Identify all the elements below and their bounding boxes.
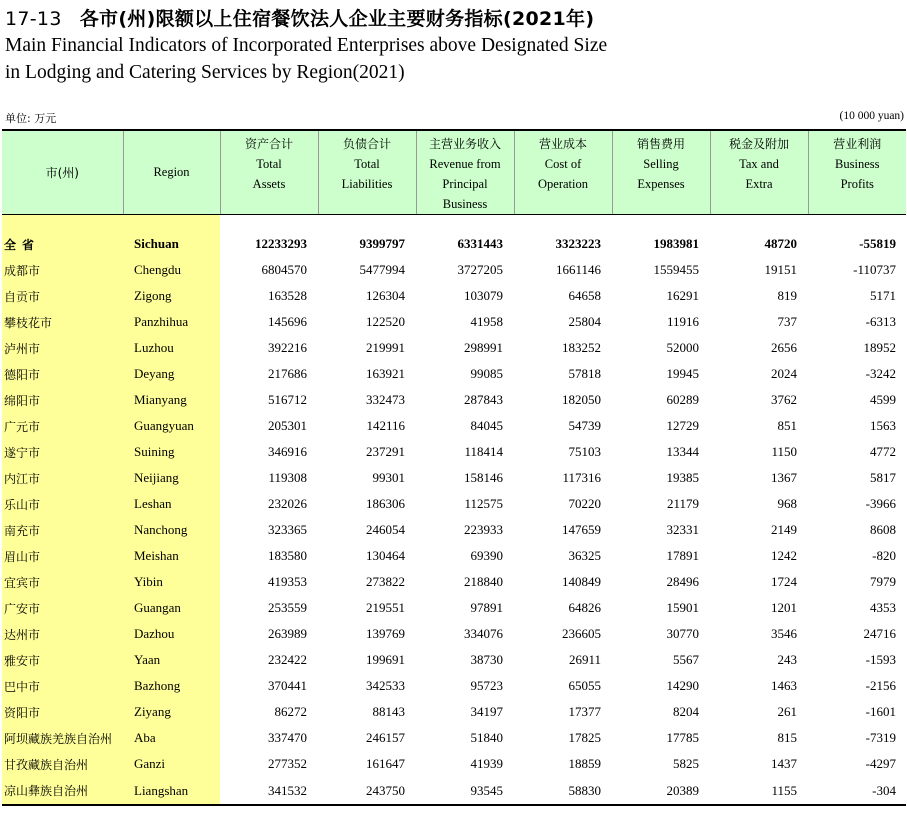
value-cell: 12729 xyxy=(666,418,699,433)
value-cell: 112575 xyxy=(464,496,503,511)
table-row xyxy=(2,751,906,777)
table-row xyxy=(2,361,906,387)
region-name-en: Aba xyxy=(123,725,220,751)
value-cell: 815 xyxy=(777,730,797,745)
value-cell: 64826 xyxy=(568,600,601,615)
unit-label-chinese: 单位: 万元 xyxy=(5,112,57,125)
table-row xyxy=(2,725,906,751)
value-cell: 32331 xyxy=(666,522,699,537)
value-cell: 86272 xyxy=(274,704,307,719)
value-cell: 20389 xyxy=(612,777,710,805)
value-cell: 17891 xyxy=(666,548,699,563)
value-cell: 237291 xyxy=(366,444,405,459)
region-name-cn: 资阳市 xyxy=(2,699,123,725)
value-cell: 25804 xyxy=(568,314,601,329)
region-name-en: Chengdu xyxy=(123,257,220,283)
table-row xyxy=(2,647,906,673)
table-row xyxy=(2,283,906,309)
region-name-en: Ziyang xyxy=(123,699,220,725)
value-cell: 52000 xyxy=(666,340,699,355)
value-cell: 246054 xyxy=(366,522,405,537)
region-name-cn: 巴中市 xyxy=(2,673,123,699)
value-cell: 9399797 xyxy=(359,236,405,251)
header-cost-of-operation: 营业成本 Cost of Operation xyxy=(514,130,612,215)
value-cell: 19945 xyxy=(666,366,699,381)
value-cell: 341532 xyxy=(220,777,318,805)
value-cell: -1593 xyxy=(865,652,896,667)
value-cell: 99085 xyxy=(470,366,503,381)
region-name-cn: 广元市 xyxy=(2,413,123,439)
value-cell: 8608 xyxy=(870,522,896,537)
value-cell: -3242 xyxy=(865,366,896,381)
region-name-en: Yibin xyxy=(123,569,220,595)
region-name-cn: 泸州市 xyxy=(2,335,123,361)
value-cell: 205301 xyxy=(268,418,307,433)
region-name-en: Suining xyxy=(123,439,220,465)
value-cell: 28496 xyxy=(666,574,699,589)
value-cell: 119308 xyxy=(268,470,307,485)
value-cell: 4772 xyxy=(870,444,896,459)
value-cell: 219551 xyxy=(366,600,405,615)
value-cell: 337470 xyxy=(268,730,307,745)
value-cell: 968 xyxy=(777,496,797,511)
value-cell: 14290 xyxy=(666,678,699,693)
title-english-line2: in Lodging and Catering Services by Region(2021) xyxy=(5,62,405,83)
value-cell: 130464 xyxy=(366,548,405,563)
region-name-cn: 全省 xyxy=(2,231,123,257)
region-name-en: Sichuan xyxy=(123,231,220,257)
region-name-en: Ganzi xyxy=(123,751,220,777)
value-cell: -55819 xyxy=(859,236,896,251)
value-cell: 16291 xyxy=(666,288,699,303)
value-cell: 65055 xyxy=(568,678,601,693)
value-cell: 64658 xyxy=(568,288,601,303)
region-name-cn: 成都市 xyxy=(2,257,123,283)
value-cell: 69390 xyxy=(470,548,503,563)
header-total-assets: 资产合计 Total Assets xyxy=(220,130,318,215)
region-name-en: Nanchong xyxy=(123,517,220,543)
value-cell: 60289 xyxy=(666,392,699,407)
value-cell: 11916 xyxy=(666,314,699,329)
value-cell: 516712 xyxy=(268,392,307,407)
value-cell: 183252 xyxy=(562,340,601,355)
table-row xyxy=(2,569,906,595)
table-row xyxy=(2,387,906,413)
value-cell: 346916 xyxy=(268,444,307,459)
value-cell: 163528 xyxy=(268,288,307,303)
value-cell: 287843 xyxy=(464,392,503,407)
value-cell: 70220 xyxy=(568,496,601,511)
region-name-cn: 雅安市 xyxy=(2,647,123,673)
value-cell: 232026 xyxy=(268,496,307,511)
value-cell: 142116 xyxy=(366,418,405,433)
table-row xyxy=(2,517,906,543)
table-row xyxy=(2,491,906,517)
region-name-en: Zigong xyxy=(123,283,220,309)
region-name-en: Guangan xyxy=(123,595,220,621)
value-cell: 75103 xyxy=(568,444,601,459)
value-cell: 38730 xyxy=(470,652,503,667)
value-cell: 26911 xyxy=(568,652,601,667)
value-cell: 1724 xyxy=(771,574,797,589)
value-cell: 1563 xyxy=(870,418,896,433)
table-row xyxy=(2,595,906,621)
table-row xyxy=(2,335,906,361)
value-cell: 392216 xyxy=(268,340,307,355)
value-cell: 147659 xyxy=(562,522,601,537)
value-cell: 84045 xyxy=(470,418,503,433)
region-name-en: Deyang xyxy=(123,361,220,387)
value-cell: 15901 xyxy=(666,600,699,615)
region-name-cn: 攀枝花市 xyxy=(2,309,123,335)
value-cell: 5477994 xyxy=(359,262,405,277)
value-cell: 139769 xyxy=(366,626,405,641)
value-cell: -304 xyxy=(808,777,906,805)
value-cell: 261 xyxy=(777,704,797,719)
header-business-profits: 营业利润 Business Profits xyxy=(808,130,906,215)
header-selling-expenses: 销售费用 Selling Expenses xyxy=(612,130,710,215)
value-cell: 18859 xyxy=(568,756,601,771)
value-cell: 99301 xyxy=(372,470,405,485)
value-cell: 30770 xyxy=(666,626,699,641)
region-name-en: Leshan xyxy=(123,491,220,517)
value-cell: 263989 xyxy=(268,626,307,641)
region-name-cn: 德阳市 xyxy=(2,361,123,387)
value-cell: 48720 xyxy=(764,236,797,251)
value-cell: 57818 xyxy=(568,366,601,381)
value-cell: 117316 xyxy=(562,470,601,485)
value-cell: 232422 xyxy=(268,652,307,667)
value-cell: 3323223 xyxy=(555,236,601,251)
header-region-cn: 市(州) xyxy=(2,130,123,215)
region-name-cn: 内江市 xyxy=(2,465,123,491)
region-name-cn: 达州市 xyxy=(2,621,123,647)
value-cell: 323365 xyxy=(268,522,307,537)
value-cell: 273822 xyxy=(366,574,405,589)
region-name-en: Dazhou xyxy=(123,621,220,647)
region-name-cn: 凉山彝族自治州 xyxy=(2,777,123,805)
value-cell: 36325 xyxy=(568,548,601,563)
value-cell: 182050 xyxy=(562,392,601,407)
value-cell: 1201 xyxy=(771,600,797,615)
value-cell: 1155 xyxy=(710,777,808,805)
value-cell: -820 xyxy=(872,548,896,563)
region-name-cn: 阿坝藏族羌族自治州 xyxy=(2,725,123,751)
value-cell: 158146 xyxy=(464,470,503,485)
region-name-cn: 宜宾市 xyxy=(2,569,123,595)
value-cell: 34197 xyxy=(470,704,503,719)
value-cell: 19151 xyxy=(764,262,797,277)
region-name-en: Luzhou xyxy=(123,335,220,361)
financial-indicators-table xyxy=(2,129,906,806)
region-name-en: Panzhihua xyxy=(123,309,220,335)
value-cell: 140849 xyxy=(562,574,601,589)
region-name-en: Yaan xyxy=(123,647,220,673)
header-tax-and-extra: 税金及附加 Tax and Extra xyxy=(710,130,808,215)
value-cell: 277352 xyxy=(268,756,307,771)
value-cell: -2156 xyxy=(865,678,896,693)
value-cell: 17377 xyxy=(568,704,601,719)
value-cell: 3546 xyxy=(771,626,797,641)
table-row-total xyxy=(2,231,906,257)
table-row xyxy=(2,257,906,283)
table-row xyxy=(2,699,906,725)
value-cell: 1463 xyxy=(771,678,797,693)
region-name-cn: 遂宁市 xyxy=(2,439,123,465)
table-row xyxy=(2,673,906,699)
value-cell: 88143 xyxy=(372,704,405,719)
region-name-en: Bazhong xyxy=(123,673,220,699)
region-name-cn: 乐山市 xyxy=(2,491,123,517)
value-cell: 236605 xyxy=(562,626,601,641)
region-name-cn: 眉山市 xyxy=(2,543,123,569)
value-cell: 253559 xyxy=(268,600,307,615)
value-cell: 163921 xyxy=(366,366,405,381)
table-row xyxy=(2,621,906,647)
unit-label-english: (10 000 yuan) xyxy=(839,110,904,122)
table-row xyxy=(2,413,906,439)
value-cell: 4599 xyxy=(870,392,896,407)
value-cell: 93545 xyxy=(416,777,514,805)
header-region-en: Region xyxy=(123,130,220,215)
region-name-cn: 甘孜藏族自治州 xyxy=(2,751,123,777)
table-row xyxy=(2,465,906,491)
value-cell: 5825 xyxy=(673,756,699,771)
value-cell: 219991 xyxy=(366,340,405,355)
value-cell: 217686 xyxy=(268,366,307,381)
value-cell: 1242 xyxy=(771,548,797,563)
value-cell: 41958 xyxy=(470,314,503,329)
value-cell: 737 xyxy=(777,314,797,329)
region-name-en: Meishan xyxy=(123,543,220,569)
value-cell: -1601 xyxy=(865,704,896,719)
title-english-line1: Main Financial Indicators of Incorporated Enterprises above Designated Size xyxy=(5,35,608,56)
value-cell: 4353 xyxy=(870,600,896,615)
table-body xyxy=(2,215,906,806)
page-title xyxy=(5,4,594,31)
region-name-cn: 南充市 xyxy=(2,517,123,543)
value-cell: 5567 xyxy=(673,652,699,667)
table-row xyxy=(2,439,906,465)
region-name-en: Neijiang xyxy=(123,465,220,491)
value-cell: 342533 xyxy=(366,678,405,693)
header-total-liabilities: 负债合计 Total Liabilities xyxy=(318,130,416,215)
table-number: 17-13 xyxy=(5,8,62,30)
value-cell: 21179 xyxy=(666,496,699,511)
value-cell: 186306 xyxy=(366,496,405,511)
value-cell: 41939 xyxy=(470,756,503,771)
header-revenue: 主营业务收入 Revenue from Principal Business xyxy=(416,130,514,215)
value-cell: 13344 xyxy=(666,444,699,459)
value-cell: 7979 xyxy=(870,574,896,589)
value-cell: -4297 xyxy=(865,756,896,771)
value-cell: 1437 xyxy=(771,756,797,771)
value-cell: 3727205 xyxy=(457,262,503,277)
value-cell: 5817 xyxy=(870,470,896,485)
region-name-cn: 广安市 xyxy=(2,595,123,621)
value-cell: 2149 xyxy=(771,522,797,537)
value-cell: 12233293 xyxy=(255,236,307,251)
value-cell: 58830 xyxy=(514,777,612,805)
region-name-en: Guangyuan xyxy=(123,413,220,439)
value-cell: 243 xyxy=(777,652,797,667)
title-chinese: 各市(州)限额以上住宿餐饮法人企业主要财务指标(2021年) xyxy=(79,8,595,30)
value-cell: 183580 xyxy=(268,548,307,563)
value-cell: 97891 xyxy=(470,600,503,615)
value-cell: 1150 xyxy=(771,444,797,459)
value-cell: 298991 xyxy=(464,340,503,355)
value-cell: 17785 xyxy=(666,730,699,745)
value-cell: 370441 xyxy=(268,678,307,693)
value-cell: 1559455 xyxy=(653,262,699,277)
value-cell: 145696 xyxy=(268,314,307,329)
value-cell: 1661146 xyxy=(555,262,601,277)
value-cell: 161647 xyxy=(366,756,405,771)
region-name-cn: 自贡市 xyxy=(2,283,123,309)
value-cell: 6804570 xyxy=(261,262,307,277)
region-name-en: Mianyang xyxy=(123,387,220,413)
value-cell: 5171 xyxy=(870,288,896,303)
value-cell: 24716 xyxy=(863,626,896,641)
region-name-en: Liangshan xyxy=(123,777,220,805)
value-cell: 223933 xyxy=(464,522,503,537)
value-cell: 419353 xyxy=(268,574,307,589)
value-cell: 126304 xyxy=(366,288,405,303)
value-cell: 218840 xyxy=(464,574,503,589)
value-cell: -6313 xyxy=(865,314,896,329)
value-cell: 334076 xyxy=(464,626,503,641)
table-row xyxy=(2,309,906,335)
value-cell: 118414 xyxy=(464,444,503,459)
value-cell: 199691 xyxy=(366,652,405,667)
table-row xyxy=(2,777,906,805)
value-cell: 6331443 xyxy=(457,236,503,251)
value-cell: 243750 xyxy=(318,777,416,805)
region-name-cn: 绵阳市 xyxy=(2,387,123,413)
value-cell: 246157 xyxy=(366,730,405,745)
value-cell: -7319 xyxy=(865,730,896,745)
value-cell: -3966 xyxy=(865,496,896,511)
value-cell: 95723 xyxy=(470,678,503,693)
value-cell: 3762 xyxy=(771,392,797,407)
value-cell: 18952 xyxy=(863,340,896,355)
value-cell: 54739 xyxy=(568,418,601,433)
value-cell: 819 xyxy=(777,288,797,303)
value-cell: 103079 xyxy=(464,288,503,303)
value-cell: 17825 xyxy=(568,730,601,745)
table-header-row xyxy=(2,130,906,215)
value-cell: 19385 xyxy=(666,470,699,485)
value-cell: 1367 xyxy=(771,470,797,485)
value-cell: 122520 xyxy=(366,314,405,329)
value-cell: 8204 xyxy=(673,704,699,719)
value-cell: 2024 xyxy=(771,366,797,381)
value-cell: -110737 xyxy=(853,262,896,277)
table-row xyxy=(2,543,906,569)
value-cell: 51840 xyxy=(470,730,503,745)
value-cell: 2656 xyxy=(771,340,797,355)
value-cell: 1983981 xyxy=(653,236,699,251)
value-cell: 851 xyxy=(777,418,797,433)
value-cell: 332473 xyxy=(366,392,405,407)
